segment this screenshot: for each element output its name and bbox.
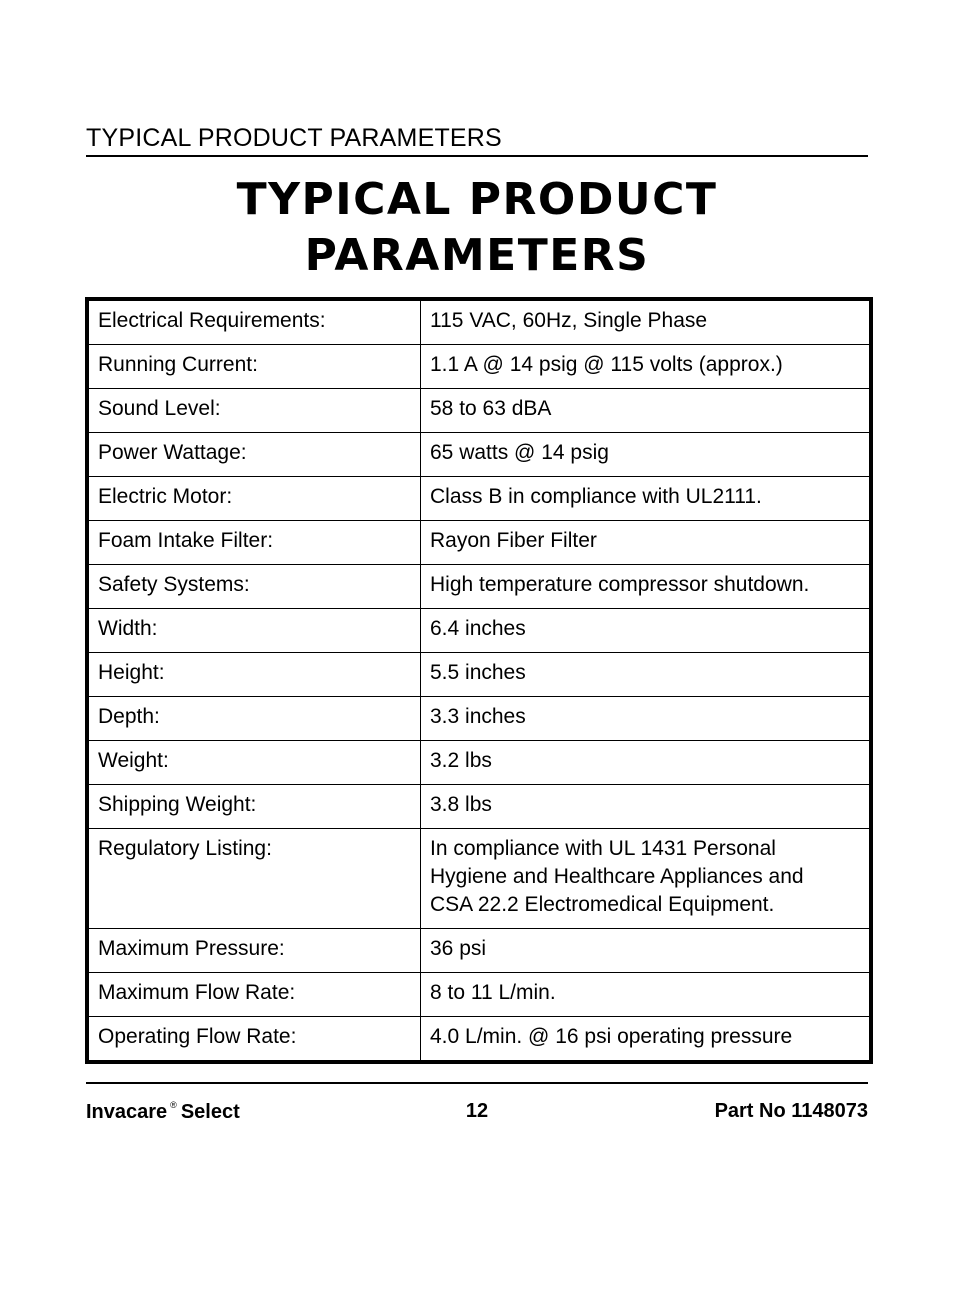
parameter-label: Depth: — [87, 697, 421, 741]
parameter-label: Safety Systems: — [87, 565, 421, 609]
part-number: Part No 1148073 — [714, 1100, 868, 1122]
parameter-label: Running Current: — [87, 345, 421, 389]
page-title-line-1: TYPICAL PRODUCT — [236, 174, 718, 225]
section-header: TYPICAL PRODUCT PARAMETERS — [86, 124, 502, 152]
parameter-label: Maximum Flow Rate: — [87, 973, 421, 1017]
parameter-label: Regulatory Listing: — [87, 829, 421, 929]
parameter-value: 1.1 A @ 14 psig @ 115 volts (approx.) — [421, 345, 872, 389]
parameter-label: Power Wattage: — [87, 433, 421, 477]
table-row — [87, 345, 871, 389]
page-title — [86, 172, 868, 284]
table-row — [87, 1017, 871, 1063]
table-row — [87, 565, 871, 609]
parameter-value: 3.3 inches — [421, 697, 872, 741]
footer-divider — [86, 1082, 868, 1084]
parameter-label: Maximum Pressure: — [87, 929, 421, 973]
table-row — [87, 829, 871, 929]
parameter-value: Rayon Fiber Filter — [421, 521, 872, 565]
parameter-value-line: In compliance with UL 1431 Personal — [430, 837, 776, 860]
page-title-line-2: PARAMETERS — [304, 230, 650, 281]
table-row — [87, 653, 871, 697]
table-row — [87, 299, 871, 345]
table-row — [87, 609, 871, 653]
page-number: 12 — [465, 1100, 489, 1122]
table-row — [87, 785, 871, 829]
table-row — [87, 973, 871, 1017]
parameter-label: Electric Motor: — [87, 477, 421, 521]
parameter-label: Height: — [87, 653, 421, 697]
parameter-value: 3.8 lbs — [421, 785, 872, 829]
table-row — [87, 741, 871, 785]
parameter-value: 3.2 lbs — [421, 741, 872, 785]
parameter-value-line: CSA 22.2 Electromedical Equipment. — [430, 893, 775, 916]
table-row — [87, 929, 871, 973]
parameter-value: 65 watts @ 14 psig — [421, 433, 872, 477]
parameter-value: Class B in compliance with UL2111. — [421, 477, 872, 521]
table-row — [87, 521, 871, 565]
parameter-label: Electrical Requirements: — [87, 299, 421, 345]
registered-mark: ® — [170, 1100, 177, 1110]
parameter-value-line: Hygiene and Healthcare Appliances and — [430, 865, 804, 888]
parameter-value: 36 psi — [421, 929, 872, 973]
parameter-label: Operating Flow Rate: — [87, 1017, 421, 1063]
footer-product-name: Select — [180, 1101, 240, 1123]
header-divider — [86, 155, 868, 157]
parameter-value: 58 to 63 dBA — [421, 389, 872, 433]
parameter-label: Weight: — [87, 741, 421, 785]
parameter-value: 5.5 inches — [421, 653, 872, 697]
parameter-label: Width: — [87, 609, 421, 653]
footer-brand: Invacare — [86, 1101, 168, 1123]
table-row — [87, 389, 871, 433]
parameter-label: Foam Intake Filter: — [87, 521, 421, 565]
table-row — [87, 433, 871, 477]
parameter-value: 4.0 L/min. @ 16 psi operating pressure — [421, 1017, 872, 1063]
parameters-table — [85, 297, 873, 1064]
parameter-value — [421, 829, 872, 929]
parameter-value: 6.4 inches — [421, 609, 872, 653]
parameter-value: 8 to 11 L/min. — [421, 973, 872, 1017]
parameter-label: Shipping Weight: — [87, 785, 421, 829]
table-row — [87, 697, 871, 741]
parameter-value: 115 VAC, 60Hz, Single Phase — [421, 299, 872, 345]
page-footer — [86, 1100, 868, 1128]
parameter-label: Sound Level: — [87, 389, 421, 433]
parameter-value: High temperature compressor shutdown. — [421, 565, 872, 609]
table-row — [87, 477, 871, 521]
